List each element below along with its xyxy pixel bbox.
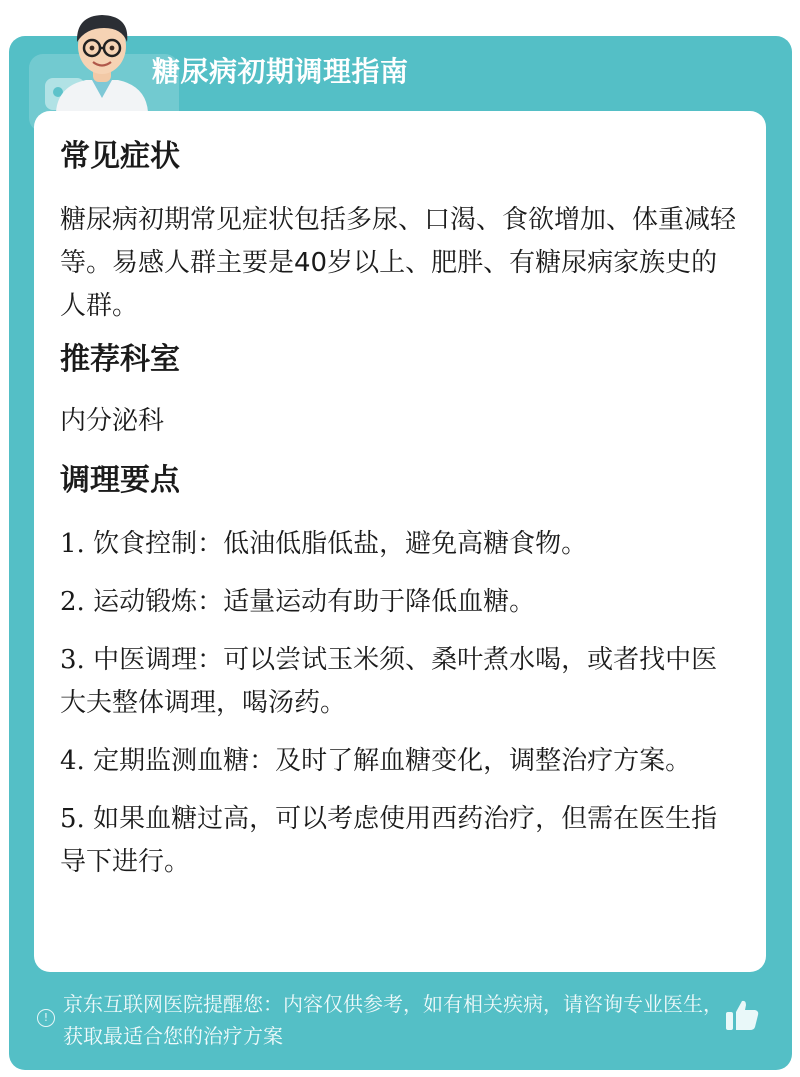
- card-content: [60, 137, 740, 899]
- doctor-avatar: [48, 6, 156, 112]
- list-item-number: 1.: [60, 529, 85, 559]
- list-item-text: 定期监测血糖：及时了解血糖变化，调整治疗方案。: [93, 746, 692, 776]
- list-item-text: 中医调理：可以尝试玉米须、桑叶煮水喝，或者找中医大夫整体调理，喝汤药。: [60, 645, 718, 718]
- list-item: [60, 639, 740, 725]
- department-body: 内分泌科: [60, 406, 165, 436]
- info-icon: !: [37, 1009, 55, 1027]
- content-card: [34, 111, 766, 972]
- tips-list: [60, 523, 740, 884]
- list-item-text: 如果血糖过高，可以考虑使用西药治疗，但需在医生指导下进行。: [60, 804, 718, 877]
- tips-heading: 调理要点: [60, 463, 180, 498]
- symptoms-heading: 常见症状: [60, 139, 180, 174]
- symptoms-body: 糖尿病初期常见症状包括多尿、口渴、食欲增加、体重减轻等。易感人群主要是40岁以上、肥胖、有糖尿病家族史的人群。: [60, 205, 737, 321]
- list-item-number: 2.: [60, 587, 85, 617]
- list-item-text: 运动锻炼：适量运动有助于降低血糖。: [93, 587, 536, 617]
- list-item: [60, 523, 740, 566]
- list-item: [60, 798, 740, 884]
- department-heading: 推荐科室: [60, 342, 180, 377]
- page-title: 糖尿病初期调理指南: [152, 55, 409, 88]
- list-item-text: 饮食控制：低油低脂低盐，避免高糖食物。: [93, 529, 588, 559]
- list-item-number: 5.: [60, 804, 85, 834]
- thumbs-up-icon[interactable]: [724, 998, 760, 1032]
- list-item-number: 3.: [60, 645, 85, 675]
- list-item: [60, 581, 740, 624]
- list-item: [60, 740, 740, 783]
- disclaimer-text: 京东互联网医院提醒您：内容仅供参考，如有相关疾病，请咨询专业医生，获取最适合您的治疗方案: [63, 992, 723, 1048]
- list-item-number: 4.: [60, 746, 85, 776]
